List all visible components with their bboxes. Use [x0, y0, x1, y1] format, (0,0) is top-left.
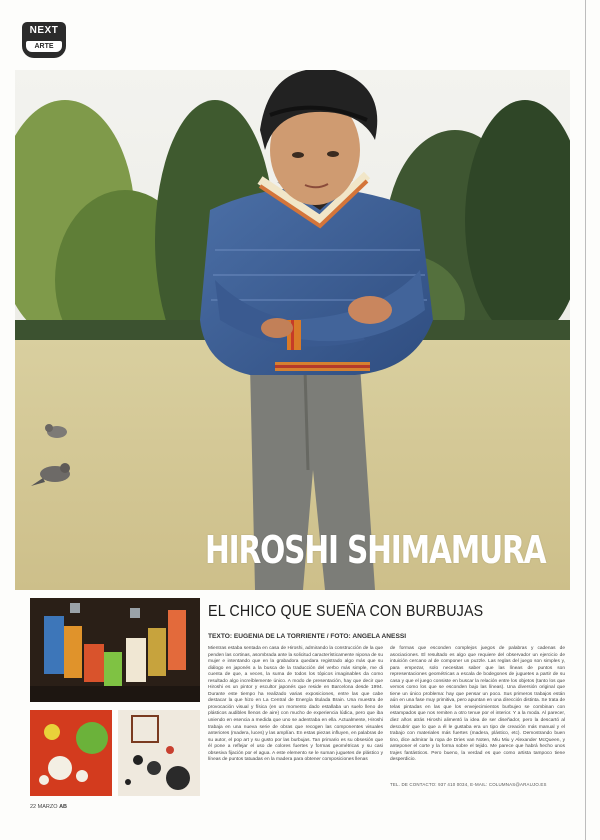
- folio-month: MARZO: [37, 804, 58, 810]
- page-folio: [30, 804, 67, 810]
- column-1-text: Mientras estaba sentada en casa de Hiroshi, admirando la construcción de la que penden las cortinas, asombrada ante la solicitud característicamente nipona de su mujer e intentando que en la grabadora quedara registrado algo más que su diálogo en japonés a la busca de la traducción del verbo más simple, me di cuenta de que, a veces, la suma de todos los tópicos imaginables da como resultado algo increíblemente único. A modo de presentación, hay que decir que Hiroshi es un pintor y escultor japonés que reside en Barcelona desde 1994. Durante este tiempo ha realizado varias exposiciones, entre las que cabe destacar la que hizo en La Central de Energía titulada Brain. Una muestra de provocación visual y física (en un momento dado estallaba un suelo lleno de plásticos audibles llenos de aire) con mucho de experiencia lúdica, pero que iba uniendo en esencia a medida que uno se adentraba en ella. Actualmente, Hiroshi trabaja en una nueva serie de obras que recogen las componentes visuales anteriores (madera, luces) y las amplían. En estas piezas influyen, en palabras de su autor, el pop art y su gusto por las burbujas. Tan primario es su obsesión que él pone a reflejar el uso de colores fuertes y formas geométricas y su casi obsesiva fijación por el agua. A este elemento se le suman juguetes de plástico y líneas de puntos tatuadas en la madera para obtener composiciones llenas: [208, 646, 383, 763]
- page-edge-rule: [585, 0, 586, 840]
- artwork-photo-circles-white: [118, 710, 200, 796]
- artwork-photo-circles-red: [30, 710, 112, 796]
- folio-brand: AB: [59, 804, 68, 810]
- page-number: 22: [30, 804, 37, 810]
- section-label: NEXT: [29, 25, 59, 36]
- circles-white-illustration: [118, 710, 200, 796]
- section-badge: [22, 22, 66, 58]
- article-column-1: [208, 646, 383, 806]
- bottles-illustration: [30, 598, 200, 702]
- artwork-photos: [30, 598, 200, 796]
- artwork-photo-bottles: [30, 598, 200, 702]
- hero-title: HIROSHI SHIMAMURA: [205, 528, 546, 572]
- section-sublabel: ARTE: [26, 41, 62, 52]
- contact-caption: TEL. DE CONTACTO: 937 410 0034, E-MAIL: COLUMNAS@ARAUJO.ES: [390, 782, 547, 787]
- circles-red-illustration: [30, 710, 112, 796]
- hero-photo: [15, 70, 570, 590]
- hero-photo-illustration: [15, 70, 570, 590]
- article-headline: EL CHICO QUE SUEÑA CON BURBUJAS: [208, 603, 484, 620]
- article-credits: TEXTO: EUGENIA DE LA TORRIENTE / FOTO: ANGELA ANESSI: [208, 633, 407, 640]
- column-2-text: de formas que esconden complejos juegos de palabras y cadenas de asociaciones. El resultado es algo que requiere del observador un ejercicio de intuición cercano al de componer un puzzle. Las reglas del juego son simples y, para empezar, solo necesitas saber que las líneas de puntos son representaciones geométricas a escala de bodegones de juguetes a partir de su casa y que el juego consiste en buscar la relación entre los objetos (tanto los que vemos como los que se esconden bajo las líneas). Una diversión original que tiene un único problema: hay que pensar un poco. Sus primeros trabajos están aún en una fase muy primitiva, pero apuntan en una dirección distinta. Se trata de telas pintadas en las que los envejecimientos burbujeo se combinan con estampados que nos remiten a otro tenue por el interior. Y a la moda. Al parecer, diez años atrás Hiroshi alimentó la idea de ser diseñador, pero la descartó al descubrir que lo que a él le gustaba era un tipo de creación más manual y el trabajo con materiales más fuertes (madera, plástico, etc). Demostrando buen tino, dice admirar la ropa de Dries van Noten, Miu Miu y Alexander McQueen, y anteponer el corte y la forma sobre el tejido. Me parece que habrá hecho unos trajes fantásticos. Pero bueno, la verdad es que como artista tampoco tiene desperdicio.: [390, 646, 565, 763]
- article-column-2: [390, 646, 565, 780]
